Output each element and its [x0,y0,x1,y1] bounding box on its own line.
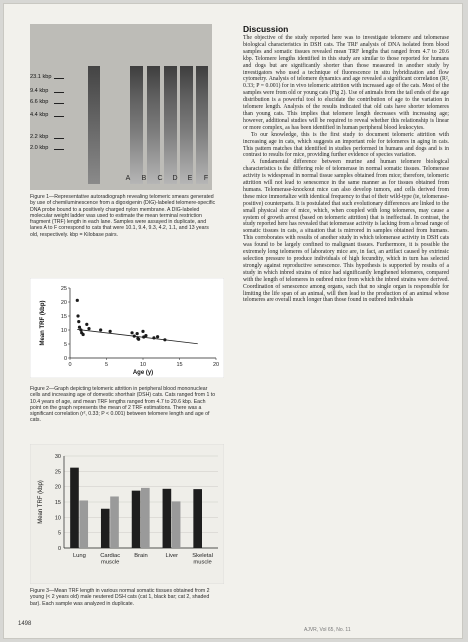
discussion-paragraph-1: The objective of the study reported here was to investigate telomere and telomerase biological characteristics in DSH cats. The TRF analysis of DNA isolated from blood samples and somatic tissues revealed mean TRF lengths that ranged from 4.7 to 20.6 kbp. Telomere lengths identified in this study are similar to those reported for humans and dogs but are significantly shorter than those measured in another study by investigators who used a technique of fluorescence in situ hybridization and flow cytometry. Analysis of telomere dynamics and age revealed a significant correlation (R², 0.33; P = 0.001) for in vivo telomeric attrition with increased age of the cats. Most of the samples were from old or young cats (Fig 2). Use of animals from the tail ends of the age distribution is a powerful tool to elucidate the contribution of age to the variation in telomere length. Analysis of the results indicated that old cats have shorter telomeres than young cats. This implies that telomere length decreases with increasing age; however, additional studies will be required to reveal whether this relationship is linear or more complex, as has been identified in human peripheral blood leukocytes. [243,35,449,131]
x-tick-label: 0 [68,362,72,368]
x-tick-label: 15 [176,362,183,368]
category-label: Skeletal [192,553,213,559]
data-point [163,338,166,341]
figure-2-scatter-chart [30,278,224,378]
data-point [87,327,90,330]
page-number: 1498 [18,621,32,627]
data-point [82,333,85,336]
marker-label: 23.1 kbp [30,74,52,80]
data-point [76,314,79,317]
data-point [79,328,82,331]
bar [132,491,141,548]
y-axis-label: Mean TRF (kbp) [40,300,46,346]
y-tick-label: 5 [57,530,61,537]
category-label: Brain [134,553,148,559]
data-point [76,299,79,302]
data-point [77,320,80,323]
y-tick-label: 0 [63,356,67,362]
x-axis-label: Age (y) [132,370,154,376]
figure-3-bar-chart [30,444,224,584]
marker-label: 2.0 kbp [30,145,49,151]
data-point [133,335,136,338]
y-tick-label: 25 [60,286,67,292]
gel-lane-a [130,66,143,184]
marker-label: 9.4 kbp [30,88,49,94]
data-point [152,336,155,339]
data-point [141,330,144,333]
marker-tick [54,92,64,93]
marker-tick [54,116,64,117]
bar [163,489,172,548]
bar [141,488,150,548]
y-tick-label: 0 [57,546,61,552]
category-label: Liver [165,553,179,559]
data-point [156,335,159,338]
discussion-section [243,24,449,304]
data-point [99,328,102,331]
marker-label: 6.6 kbp [30,99,49,105]
discussion-paragraph-3: A fundamental difference between murine and human telomere biological characteristics is the differing role of telomerase in normal somatic tissues. Telomerase activity is widespread in normal tissue samples obtained from mice; therefore, telomeric attrition will not lead to senescence in the same manner as for tissues obtained from humans. Telomerase-knockout mice can also develop tumors, and cells derived from these mice immortalize with identical frequency to that of their wild-type (ie, telomerase-positive) counterparts. It is postulated that such evolutionary differences are linked to the small physical size of mice, which, when coupled with long telomeres, may cause a system of growth arrest (based on telomeric attrition) that is ineffectual. In contrast, the study reported here has revealed that telomerase activity is lacking from a broad range of somatic tissues in cats, a situation that is mirrored in samples obtained from humans. This corroborates with results of another study in which telomerase activity in DSH cats was found to be largely confined to malignant tissues. Furthermore, it is possible the extremely long telomeres of laboratory mice are, in fact, an artifact caused by extrinsic selection pressure to produce individuals of high fecundity, which in turn has selected strongly against reproductive senescence. This hypothesis is supported by results of a study in which inbred strains of mice had significantly lengthened telomeres, compared with the length of telomeres in outbred mice from which the inbred strains were derived. Coordination of senescence among organs, such that no single organ is responsible for limiting the life span of an animal, will then lead to the production of an animal whose telomeres are overall much longer than those found in outbred individuals [243,159,449,304]
y-axis-label: Mean TRF (kbp) [38,480,44,524]
y-tick-label: 15 [60,314,67,320]
gel-lane-c [164,66,177,184]
data-point [85,323,88,326]
data-point [137,338,140,341]
marker-tick [54,78,64,79]
category-label: Cardiac [100,553,121,559]
discussion-paragraph-2: To our knowledge, this is the first study to document telomeric attrition with increasing age in cats, which suggests an important role for telomeres in aging in cats. This pattern matches that identified in studies performed in humans and dogs and is in contrast to results for mice, providing further evidence of species variation. [243,131,449,159]
data-point [136,332,139,335]
x-tick-label: 10 [139,362,147,368]
data-point [109,330,112,333]
marker-label: 4.4 kbp [30,112,49,118]
marker-tick [54,103,64,104]
gel-lane-e [196,66,208,184]
figure-2-caption: Figure 2—Graph depicting telomeric attrition in peripheral blood mononuclear cells and increasing age of domestic shorthair (DSH) cats. Cats ranged from 1 to 10.4 years of age, and mean TRF lengths ranged from 4.7 to 20.6 kbp. Each point on the graph represents the mean of 2 TRF estimations. There was a significant correlation (r², 0.33; P < 0.001) between telomere length and age of cats. [30,386,216,424]
figure-1-caption: Figure 1—Representative autoradiograph revealing telomeric smears generated by use of chemiluminescence from a digoxigenin (DIG)-labeled telomere-specific DNA probe bound to a positively charged nylon membrane. A DIG-labeled molecular weight ladder was used to estimate the mean terminal restriction fragment (TRF) length in each lane. Samples were assayed in duplicate, and lanes A to F correspond to cats that were 10.1, 9.4, 9.3, 4.2, 1.1, and 13 years old, respectively. kbp = Kilobase pairs. [30,194,216,238]
data-point [130,331,133,334]
bar [70,468,79,548]
marker-tick [54,149,64,150]
journal-page [4,4,462,638]
running-head: AJVR, Vol 65, No. 11 [304,627,351,633]
discussion-heading: Discussion [243,24,289,34]
bar [101,509,110,548]
figure-1-autoradiograph [30,24,212,190]
lane-label-c: C [157,175,163,182]
y-tick-label: 20 [60,300,67,306]
y-tick-label: 30 [54,454,61,460]
y-tick-label: 10 [60,328,67,334]
y-tick-label: 10 [54,515,61,522]
figure-3-caption: Figure 3—Mean TRF length in various normal somatic tissues obtained from 2 young (< 2 years old) male neutered DSH cats (cat 1, black bar; cat 2, shaded bar). Each sample was analyzed in duplicate. [30,588,210,607]
lane-label-b: B [141,175,147,182]
lane-label-f: F [203,175,209,182]
bar [172,501,181,548]
lane-label-e: E [187,175,193,182]
marker-tick [54,138,64,139]
category-label: muscle [101,559,120,566]
y-tick-label: 15 [54,500,61,506]
y-tick-label: 5 [63,342,67,348]
gel-lane-d [180,66,193,184]
data-point [78,326,81,329]
bar [193,489,202,548]
category-label: muscle [193,559,212,566]
marker-label: 2.2 kbp [30,134,49,140]
data-point [144,334,147,337]
bar [110,496,119,548]
x-tick-label: 5 [104,362,109,368]
bar [79,500,88,548]
gel-lane-b [147,66,160,184]
lane-label-d: D [172,175,178,182]
gel-ladder-lane [88,66,100,184]
lane-label-a: A [125,175,131,182]
y-tick-label: 25 [54,469,61,476]
category-label: Lung [72,553,86,559]
x-tick-label: 20 [212,362,220,368]
y-tick-label: 20 [54,484,61,491]
